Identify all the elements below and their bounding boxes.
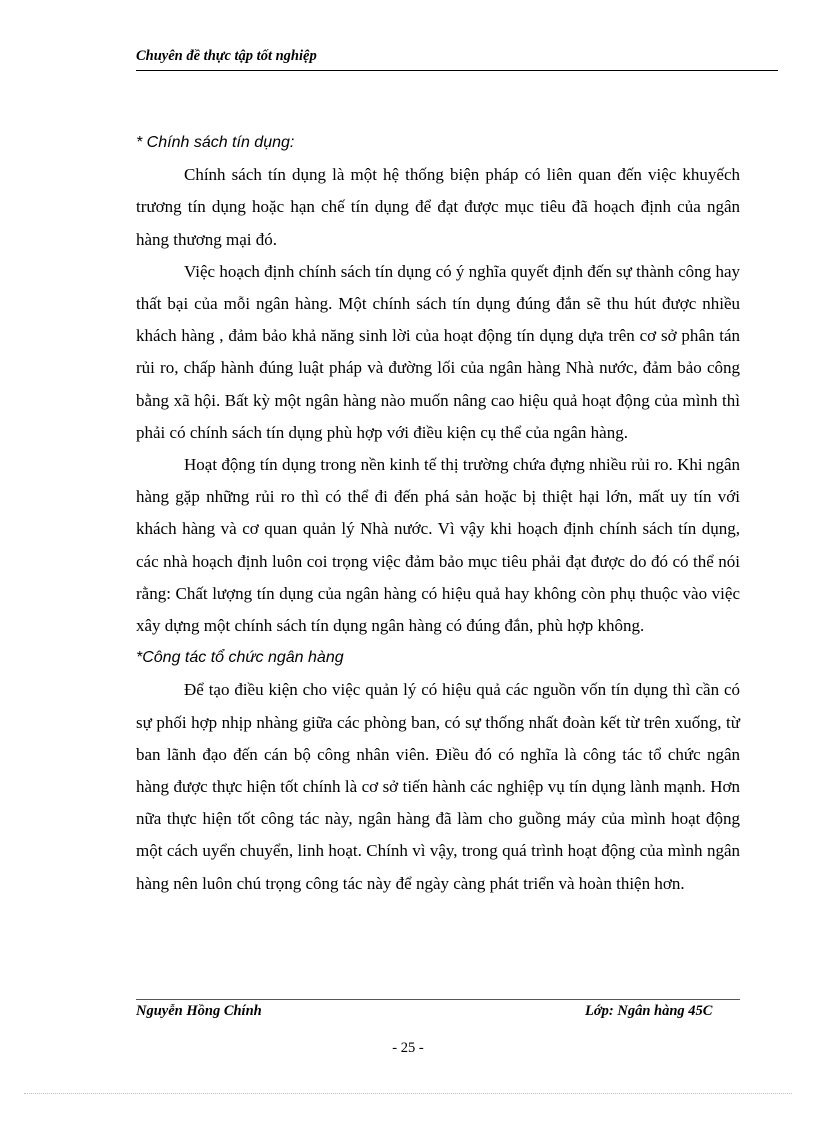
section-heading-bank-organization: *Công tác tổ chức ngân hàng <box>136 649 344 667</box>
paragraph: Việc hoạch định chính sách tín dụng có ý nghĩa quyết định đến sự thành công hay thất bại của mỗi ngân hàng. Một chính sách tín dụng đúng đắn sẽ thu hút được nhiều khách hàng , đảm bảo khả năng sinh lời của hoạt động tín dụng dựa trên cơ sở phân tán rủi ro, chấp hành đúng luật pháp và đường lối của ngân hàng Nhà nước, đảm bảo công bằng xã hội. Bất kỳ một ngân hàng nào muốn nâng cao hiệu quả hoạt động của mình thì phải có chính sách tín dụng phù hợp với điều kiện cụ thể của ngân hàng. <box>136 261 740 442</box>
paragraph: Chính sách tín dụng là một hệ thống biện pháp có liên quan đến việc khuyếch trương tín dụng hoặc hạn chế tín dụng để đạt được mục tiêu đã hoạch định của ngân hàng thương mại đó. <box>136 165 740 249</box>
paragraph: Hoạt động tín dụng trong nền kinh tế thị trường chứa đựng nhiều rủi ro. Khi ngân hàng gặp những rủi ro thì có thể đi đến phá sản hoặc bị thiệt hại lớn, mất uy tín với khách hàng và cơ quan quản lý Nhà nước. Vì vậy khi hoạch định chính sách tín dụng, các nhà hoạch định luôn coi trọng việc đảm bảo mục tiêu phải đạt được do đó có thể nói rằng: Chất lượng tín dụng của ngân hàng có hiệu quả hay không còn phụ thuộc vào việc xây dựng một chính sách tín dụng ngân hàng có đúng đắn, phù hợp không. <box>136 455 740 636</box>
footer-rule <box>136 999 740 1000</box>
page-edge-divider <box>24 1093 792 1094</box>
section-heading-credit-policy: * Chính sách tín dụng: <box>136 134 295 151</box>
footer-class: Lớp: Ngân hàng 45C <box>585 1003 713 1019</box>
header-title: Chuyên đề thực tập tốt nghiệp <box>136 48 317 64</box>
document-body <box>136 127 740 900</box>
header-rule <box>136 70 778 71</box>
footer-author: Nguyễn Hồng Chính <box>136 1003 262 1019</box>
paragraph: Để tạo điều kiện cho việc quản lý có hiệu quả các nguồn vốn tín dụng thì cần có sự phối hợp nhịp nhàng giữa các phòng ban, có sự thống nhất đoàn kết từ trên xuống, từ ban lãnh đạo đến cán bộ công nhân viên. Điều đó có nghĩa là công tác tổ chức ngân hàng được thực hiện tốt chính là cơ sở tiến hành các nghiệp vụ tín dụng lành mạnh. Hơn nữa thực hiện tốt công tác này, ngân hàng đã làm cho guồng máy của mình hoạt động một cách uyển chuyển, linh hoạt. Chính vì vậy, trong quá trình hoạt động của mình ngân hàng nên luôn chú trọng công tác này để ngày càng phát triển và hoàn thiện hơn. <box>136 680 740 893</box>
page-number: - 25 - <box>392 1040 424 1056</box>
